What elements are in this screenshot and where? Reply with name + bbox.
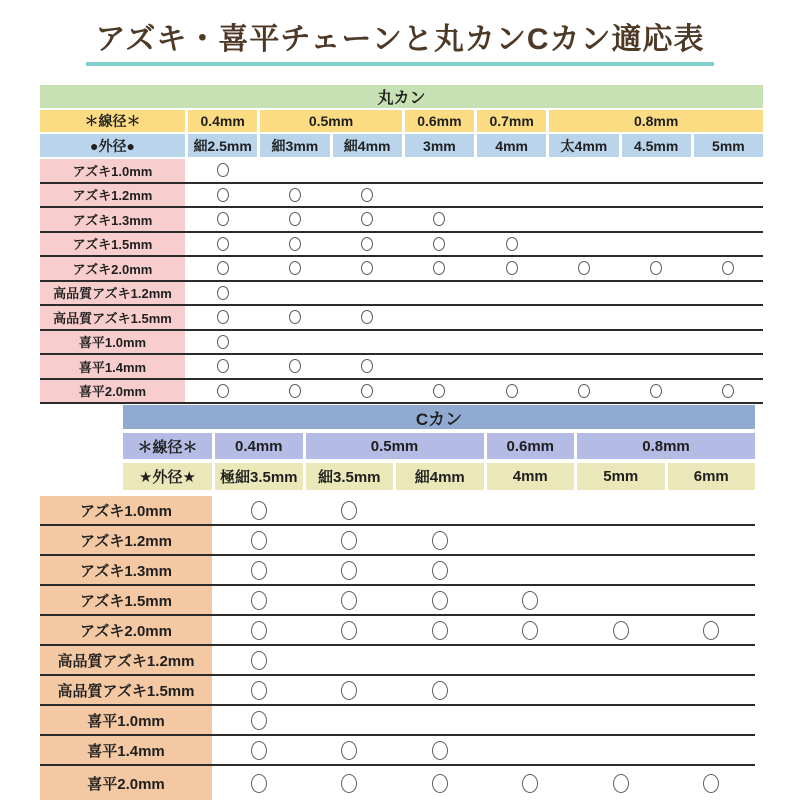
mark-cell <box>694 261 763 275</box>
mark-cell <box>396 774 484 793</box>
mark-cell <box>333 188 402 202</box>
compat-circle-icon <box>578 261 590 275</box>
mark-cell <box>477 237 546 251</box>
mark-cell <box>405 261 474 275</box>
table-row <box>40 586 755 616</box>
table-row <box>40 676 755 706</box>
mark-cell <box>260 384 329 398</box>
compat-circle-icon <box>289 188 301 202</box>
wire-diameter-cell: 0.5mm <box>260 110 402 132</box>
compat-circle-icon <box>217 212 229 226</box>
mark-cell <box>188 286 257 300</box>
mark-cell <box>188 310 257 324</box>
mark-cell <box>188 237 257 251</box>
compat-circle-icon <box>341 501 357 520</box>
compat-circle-icon <box>361 212 373 226</box>
outer-diameter-cell: 4.5mm <box>622 134 691 157</box>
mark-cell <box>188 359 257 373</box>
table-row <box>40 184 763 209</box>
marukan-outer-diameter-row <box>40 134 763 157</box>
mark-cell <box>260 261 329 275</box>
mark-cell <box>215 621 303 640</box>
mark-cell <box>333 261 402 275</box>
compat-circle-icon <box>341 591 357 610</box>
compat-circle-icon <box>432 681 448 700</box>
mark-cell <box>396 591 484 610</box>
ckan-table-title: Cカン <box>123 405 755 429</box>
compat-circle-icon <box>361 261 373 275</box>
mark-cell <box>396 681 484 700</box>
mark-cell <box>668 621 756 640</box>
mark-cell <box>396 741 484 760</box>
table-row <box>40 616 755 646</box>
marukan-title-row <box>40 85 763 108</box>
mark-cell <box>306 621 394 640</box>
mark-cell <box>396 561 484 580</box>
outer-diameter-cell: 3mm <box>405 134 474 157</box>
compat-circle-icon <box>217 188 229 202</box>
row-label: アズキ1.3mm <box>40 208 185 231</box>
compat-circle-icon <box>341 561 357 580</box>
table-row <box>40 257 763 282</box>
compat-circle-icon <box>341 621 357 640</box>
row-label: 喜平1.4mm <box>40 355 185 378</box>
mark-cell <box>215 591 303 610</box>
row-label: 喜平1.0mm <box>40 706 212 734</box>
mark-cell <box>188 384 257 398</box>
mark-cell <box>487 621 575 640</box>
compat-circle-icon <box>361 384 373 398</box>
table-row <box>40 306 763 331</box>
mark-cell <box>306 591 394 610</box>
wire-diameter-cell: 0.5mm <box>306 433 484 459</box>
row-label: 高品質アズキ1.5mm <box>40 676 212 704</box>
mark-cell <box>188 335 257 349</box>
compat-circle-icon <box>522 621 538 640</box>
compat-circle-icon <box>251 501 267 520</box>
compat-circle-icon <box>217 310 229 324</box>
outer-diameter-cell: 5mm <box>577 463 665 490</box>
mark-cell <box>622 384 691 398</box>
ckan-outer-diameter-label: ★外径★ <box>123 463 212 490</box>
compat-circle-icon <box>703 621 719 640</box>
mark-cell <box>549 384 618 398</box>
marukan-outer-diameter-label: ●外径● <box>40 134 185 157</box>
compat-circle-icon <box>522 774 538 793</box>
compat-circle-icon <box>289 384 301 398</box>
compat-circle-icon <box>361 359 373 373</box>
compat-circle-icon <box>722 261 734 275</box>
marukan-table <box>40 85 763 404</box>
mark-cell <box>188 261 257 275</box>
mark-cell <box>215 531 303 550</box>
table-row <box>40 282 763 307</box>
ckan-wire-diameter-row <box>123 433 755 459</box>
mark-cell <box>549 261 618 275</box>
mark-cell <box>188 188 257 202</box>
compat-circle-icon <box>432 741 448 760</box>
mark-cell <box>405 212 474 226</box>
outer-diameter-cell: 4mm <box>487 463 575 490</box>
marukan-data-rows <box>40 159 763 404</box>
mark-cell <box>487 774 575 793</box>
mark-cell <box>477 384 546 398</box>
table-row <box>40 526 755 556</box>
compat-circle-icon <box>251 774 267 793</box>
ckan-outer-diameter-row <box>123 463 755 490</box>
mark-cell <box>668 774 756 793</box>
outer-diameter-cell: 細3mm <box>260 134 329 157</box>
wire-diameter-cell: 0.4mm <box>188 110 257 132</box>
table-row <box>40 766 755 800</box>
mark-cell <box>577 774 665 793</box>
outer-diameter-cell: 細4mm <box>396 463 484 490</box>
page-title: アズキ・喜平チェーンと丸カンCカン適応表 <box>86 14 715 66</box>
compat-circle-icon <box>703 774 719 793</box>
row-label: アズキ1.5mm <box>40 233 185 256</box>
mark-cell <box>333 359 402 373</box>
table-row <box>40 355 763 380</box>
outer-diameter-cell: 5mm <box>694 134 763 157</box>
compat-circle-icon <box>433 237 445 251</box>
table-row <box>40 380 763 405</box>
compat-circle-icon <box>251 591 267 610</box>
outer-diameter-cell: 太4mm <box>549 134 618 157</box>
mark-cell <box>260 359 329 373</box>
outer-diameter-cell: 細2.5mm <box>188 134 257 157</box>
compat-circle-icon <box>506 237 518 251</box>
mark-cell <box>333 212 402 226</box>
compat-circle-icon <box>251 711 267 730</box>
mark-cell <box>306 561 394 580</box>
mark-cell <box>260 237 329 251</box>
compat-circle-icon <box>361 237 373 251</box>
compat-circle-icon <box>522 591 538 610</box>
mark-cell <box>215 501 303 520</box>
row-label: 高品質アズキ1.2mm <box>40 646 212 674</box>
mark-cell <box>306 774 394 793</box>
mark-cell <box>306 501 394 520</box>
row-label: アズキ1.2mm <box>40 526 212 554</box>
mark-cell <box>215 741 303 760</box>
mark-cell <box>188 212 257 226</box>
compat-circle-icon <box>506 261 518 275</box>
outer-diameter-cell: 4mm <box>477 134 546 157</box>
table-row <box>40 556 755 586</box>
row-label: 喜平1.4mm <box>40 736 212 764</box>
ckan-data-rows <box>40 496 755 800</box>
compat-circle-icon <box>217 359 229 373</box>
compat-circle-icon <box>432 591 448 610</box>
table-row <box>40 331 763 356</box>
marukan-wire-diameter-row <box>40 110 763 132</box>
compat-circle-icon <box>722 384 734 398</box>
compat-circle-icon <box>650 384 662 398</box>
compat-circle-icon <box>432 774 448 793</box>
mark-cell <box>260 310 329 324</box>
wire-diameter-cell: 0.8mm <box>549 110 763 132</box>
marukan-wire-diameter-label: ＊線径＊ <box>40 110 185 132</box>
mark-cell <box>405 237 474 251</box>
mark-cell <box>260 188 329 202</box>
row-label: アズキ1.2mm <box>40 184 185 207</box>
mark-cell <box>396 531 484 550</box>
compat-circle-icon <box>289 310 301 324</box>
compat-circle-icon <box>289 212 301 226</box>
wire-diameter-cell: 0.6mm <box>405 110 474 132</box>
compat-circle-icon <box>217 261 229 275</box>
wire-diameter-cell: 0.7mm <box>477 110 546 132</box>
table-row <box>40 646 755 676</box>
compat-circle-icon <box>289 237 301 251</box>
compat-circle-icon <box>361 310 373 324</box>
compat-circle-icon <box>341 531 357 550</box>
compat-circle-icon <box>506 384 518 398</box>
mark-cell <box>215 681 303 700</box>
mark-cell <box>215 651 303 670</box>
row-label: アズキ2.0mm <box>40 257 185 280</box>
compat-circle-icon <box>433 384 445 398</box>
compat-circle-icon <box>433 261 445 275</box>
mark-cell <box>333 310 402 324</box>
compat-circle-icon <box>341 681 357 700</box>
table-row <box>40 706 755 736</box>
row-label: 喜平1.0mm <box>40 331 185 354</box>
mark-cell <box>405 384 474 398</box>
compat-circle-icon <box>217 286 229 300</box>
row-label: アズキ1.0mm <box>40 496 212 524</box>
compat-circle-icon <box>251 531 267 550</box>
compat-circle-icon <box>432 531 448 550</box>
compat-circle-icon <box>432 621 448 640</box>
row-label: 高品質アズキ1.5mm <box>40 306 185 329</box>
compat-circle-icon <box>251 561 267 580</box>
wire-diameter-cell: 0.8mm <box>577 433 755 459</box>
mark-cell <box>333 237 402 251</box>
compat-circle-icon <box>650 261 662 275</box>
compat-circle-icon <box>433 212 445 226</box>
ckan-table-header <box>123 405 755 494</box>
row-label: 喜平2.0mm <box>40 380 185 403</box>
compat-circle-icon <box>432 561 448 580</box>
compat-circle-icon <box>613 621 629 640</box>
mark-cell <box>215 561 303 580</box>
table-row <box>40 159 763 184</box>
mark-cell <box>215 774 303 793</box>
row-label: アズキ1.3mm <box>40 556 212 584</box>
mark-cell <box>477 261 546 275</box>
compat-circle-icon <box>289 261 301 275</box>
compat-circle-icon <box>251 621 267 640</box>
table-row <box>40 496 755 526</box>
row-label: 高品質アズキ1.2mm <box>40 282 185 305</box>
outer-diameter-cell: 6mm <box>668 463 756 490</box>
compat-circle-icon <box>251 651 267 670</box>
mark-cell <box>260 212 329 226</box>
wire-diameter-cell: 0.4mm <box>215 433 303 459</box>
mark-cell <box>306 531 394 550</box>
compat-circle-icon <box>578 384 590 398</box>
compat-circle-icon <box>613 774 629 793</box>
mark-cell <box>577 621 665 640</box>
marukan-table-title: 丸カン <box>40 85 763 108</box>
mark-cell <box>306 681 394 700</box>
mark-cell <box>694 384 763 398</box>
compat-circle-icon <box>341 774 357 793</box>
mark-cell <box>396 621 484 640</box>
table-row <box>40 736 755 766</box>
compat-circle-icon <box>251 741 267 760</box>
compat-circle-icon <box>251 681 267 700</box>
table-row <box>40 208 763 233</box>
table-row <box>40 233 763 258</box>
row-label: アズキ1.5mm <box>40 586 212 614</box>
ckan-wire-diameter-label: ＊線径＊ <box>123 433 212 459</box>
mark-cell <box>188 163 257 177</box>
compat-circle-icon <box>289 359 301 373</box>
outer-diameter-cell: 細3.5mm <box>306 463 394 490</box>
compat-circle-icon <box>341 741 357 760</box>
wire-diameter-cell: 0.6mm <box>487 433 575 459</box>
compat-circle-icon <box>217 384 229 398</box>
mark-cell <box>622 261 691 275</box>
compat-circle-icon <box>361 188 373 202</box>
row-label: アズキ1.0mm <box>40 159 185 182</box>
row-label: 喜平2.0mm <box>40 766 212 800</box>
mark-cell <box>215 711 303 730</box>
ckan-title-row <box>123 405 755 429</box>
outer-diameter-cell: 細4mm <box>333 134 402 157</box>
outer-diameter-cell: 極細3.5mm <box>215 463 303 490</box>
mark-cell <box>333 384 402 398</box>
compat-circle-icon <box>217 163 229 177</box>
mark-cell <box>306 741 394 760</box>
compat-circle-icon <box>217 237 229 251</box>
mark-cell <box>487 591 575 610</box>
compat-circle-icon <box>217 335 229 349</box>
title-bar <box>0 14 800 66</box>
row-label: アズキ2.0mm <box>40 616 212 644</box>
